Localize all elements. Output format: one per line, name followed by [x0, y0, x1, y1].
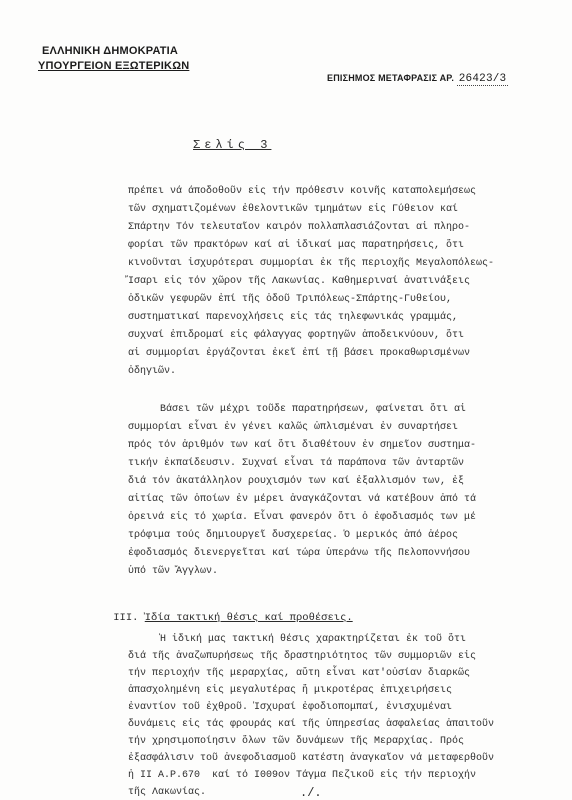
- paragraph-2-line: ὑπό τῶν Ἄγγλων.: [128, 566, 219, 577]
- paragraph-3-line: τήν χρησιμοποίησιν ὅλων τῶν δυνάμεων τῆς Μεραρχίας. Πρός: [128, 736, 465, 747]
- paragraph-1-line: Σπάρτην Τόν τελευταῖον καιρόν πολλαπλασιάζονται αἱ πληρο-: [128, 222, 471, 233]
- paragraph-1-line: κινοῦνται ἰσχυρότεραι συμμορίαι ἐκ τῆς περιοχῆς Μεγαλοπόλεως-: [128, 258, 495, 269]
- ministry-line-2-text: ΥΠΟΥΡΓΕΙΟΝ ΕΞΩΤΕΡΙΚΩΝ: [38, 60, 190, 72]
- section-title: Ἰδία τακτική θέσις καί προθέσεις.: [144, 612, 353, 624]
- paragraph-3-line: ἡ ΙΙ Α.Ρ.670 καί τό Ι009ον Τάγμα Πεζικοῦ εἰς τήν περιοχήν: [128, 770, 477, 781]
- paragraph-3-line: δυνάμεις εἰς τάς φρουράς καί τῆς ὑπηρεσίας ἀσφαλείας ἀπαιτοῦν: [128, 719, 495, 730]
- paragraph-3-line: ἐναντίον τοῦ ἐχθροῦ. Ἰσχυραί ἐφοδιοπομπαί, ἐνισχυμέναι: [128, 702, 453, 713]
- paragraph-1-line: ὁδηγιῶν.: [128, 366, 177, 377]
- ministry-line-1: ΕΛΛΗΝΙΚΗ ΔΗΜΟΚΡΑΤΙΑ: [42, 45, 179, 57]
- paragraph-2-line: τρόφιμα τούς δημιουργεῖ δυσχερείας. Ὁ μερικός ἀπό ἀέρος: [128, 530, 459, 541]
- paragraph-1-line: συχναί ἐπιδρομαί εἰς φάλαγγας φορτηγῶν ἀποδεικνύουν, ὅτι: [128, 330, 465, 341]
- paragraph-3-line: Ἡ ἰδική μας τακτική θέσις χαρακτηρίζεται ἐκ τοῦ ὅτι: [160, 634, 467, 645]
- paragraph-1-line: Ἴσαρι εἰς τόν χῶρον τῆς Λακωνίας. Καθημεριναί ἀνατινάξεις: [128, 276, 471, 287]
- paragraph-3-line: τήν περιοχήν τῆς μεραρχίας, αὕτη εἶναι κατ'οὐσίαν διαρκῶς: [128, 668, 471, 679]
- paragraph-1-line: ὁδικῶν γεφυρῶν ἐπί τῆς ὁδοῦ Τριπόλεως-Σπάρτης-Γυθείου,: [128, 294, 453, 305]
- section-number: ΙΙΙ.: [113, 612, 139, 624]
- paragraph-1-line: φορίαι τῶν πρακτόρων καί αἱ ἰδικαί μας παρατηρήσεις, ὅτι: [128, 240, 465, 251]
- paragraph-2-line: αἰτίας τῶν ὁποίων ἐν μέρει ἀναγκάζονται νά κατέβουν ἀπό τά: [128, 494, 477, 505]
- ministry-line-2: [38, 59, 189, 74]
- paragraph-3-line: τῆς Λακωνίας.: [128, 787, 207, 798]
- section-heading: [88, 600, 353, 636]
- paragraph-2-line: ἐφοδιασμός διενεργεῖται καί τώρα ὑπεράνω τῆς Πελοποννήσου: [128, 548, 471, 559]
- ministry-header: [38, 44, 189, 74]
- paragraph-2-line: Βάσει τῶν μέχρι τοῦδε παρατηρήσεων, φαίνεται ὅτι αἱ: [160, 404, 467, 415]
- translation-label: ΕΠΙΣΗΜΟΣ ΜΕΤΑΦΡΑΣΙΣ ΑΡ.: [327, 73, 455, 83]
- paragraph-3-line: ἀπασχολημένη εἰς μεγαλυτέρας ἤ μικροτέρας ἐπιχειρήσεις: [128, 685, 453, 696]
- paragraph-2-line: τικήν ἐκπαίδευσιν. Συχναί εἶναι τά παράπονα τῶν ἀνταρτῶν: [128, 458, 465, 469]
- paragraph-1-line: πρέπει νά άποδοθοῦν εἰς τήν πρόθεσιν κοινῆς καταπολεμήσεως: [128, 186, 477, 197]
- end-mark: ./.: [300, 786, 322, 800]
- paragraph-2-line: συμμορίαι εἶναι ἐν γένει καλῶς ὡπλισμέναι ἐν συναρτήσει: [128, 422, 459, 433]
- paragraph-2-line: ὀρεινά εἰς τό χωρία. Εἶναι φανερόν ὅτι ὁ ἐφοδιασμός των μέ: [128, 512, 477, 523]
- paragraph-1-line: τῶν σχηματιζομένων ἐθελοντικῶν τμημάτων εἰς Γύθειον καί: [128, 204, 459, 215]
- paragraph-3-line: ἐξασφάλισιν τοῦ ἀνεφοδιασμοῦ κατέστη ἀναγκαῖον νά μεταφερθοῦν: [128, 753, 495, 764]
- translation-reference: [327, 73, 508, 85]
- paragraph-1-line: αἱ συμμορίαι ἐργάζονται ἐκεῖ ἐπί τῇ βάσει προκαθωρισμένων: [128, 348, 471, 359]
- paragraph-2-line: διά τόν ἀκατάλληλον ρουχισμόν των καί ἐξαλλισμόν των, ἐξ: [128, 476, 465, 487]
- page-number-label: Σελίς 3: [193, 138, 272, 152]
- paragraph-2-line: πρός τόν ἀριθμόν των καί ὅτι διαθέτουν ἐν σημεῖον συστημα-: [128, 440, 477, 451]
- translation-number: 26423/3: [458, 73, 507, 85]
- paragraph-1-line: συστηματικαί παρενοχλήσεις εἰς τάς τηλεφωνικάς γραμμάς,: [128, 312, 459, 323]
- paragraph-3-line: διά τῆς ἀναζωπυρήσεως τῆς δραστηριότητος τῶν συμμοριῶν εἰς: [128, 651, 477, 662]
